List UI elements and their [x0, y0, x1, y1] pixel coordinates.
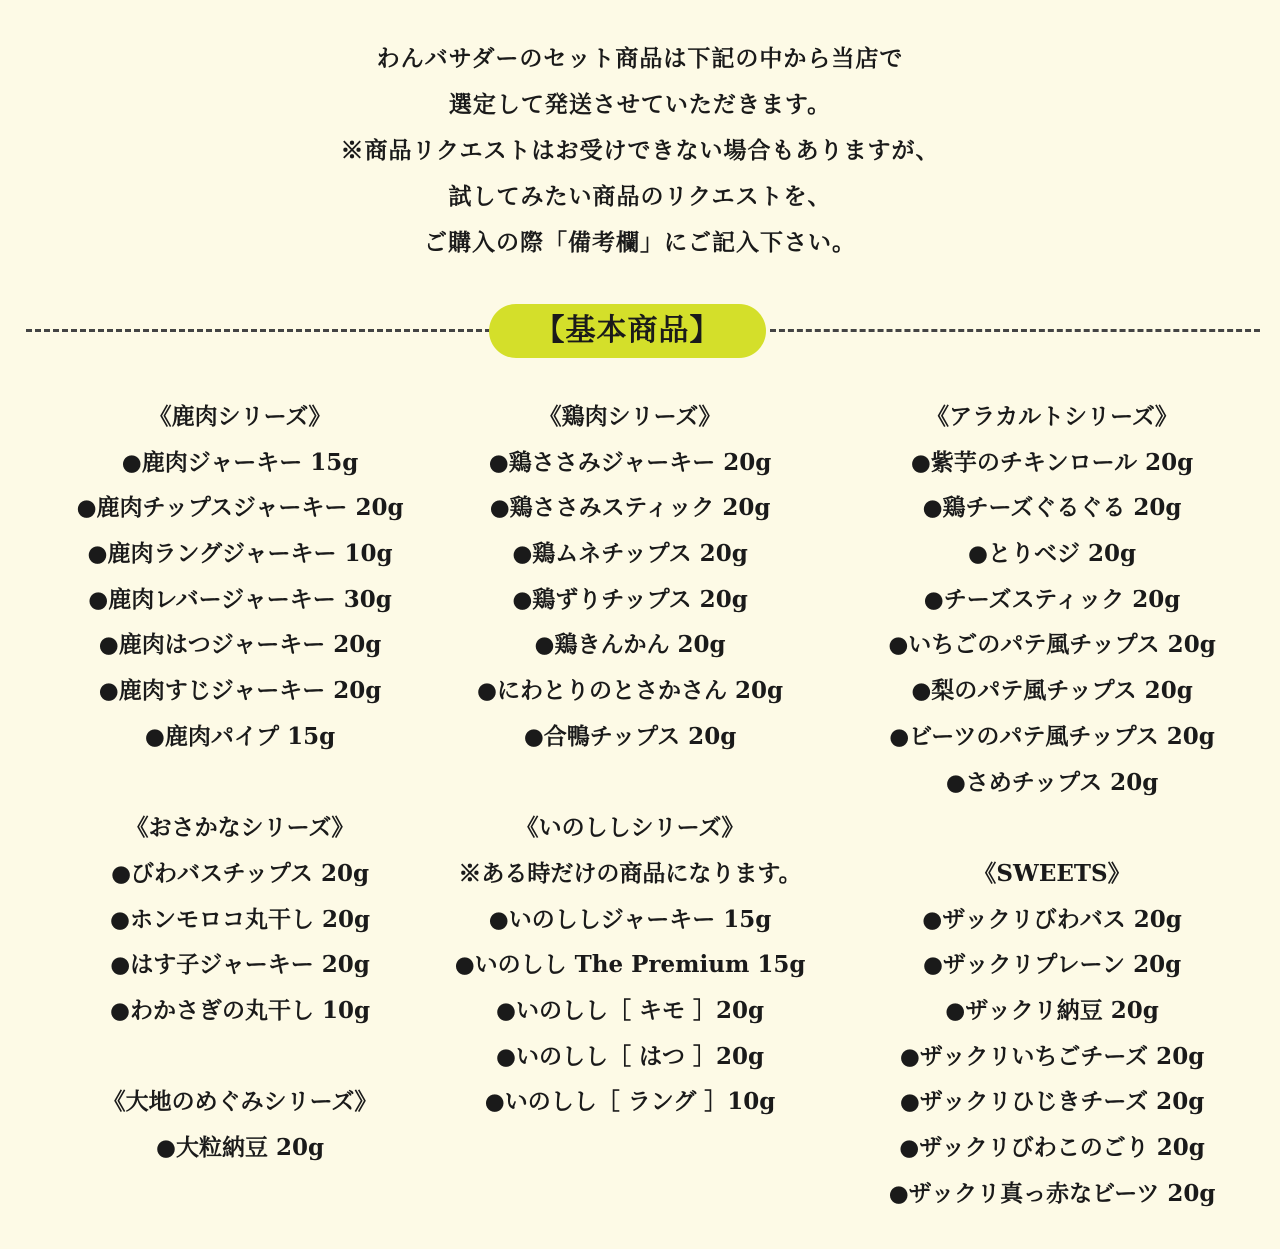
intro-line: 試してみたい商品のリクエストを、 — [448, 183, 832, 210]
product-item: ●梨のパテ風チップス 20g — [911, 677, 1193, 705]
product-item: ●鶏ずりチップス 20g — [512, 585, 748, 613]
product-item: ●びわバスチップス 20g — [110, 859, 370, 887]
product-item: ●にわとりのとさかさん 20g — [476, 677, 784, 705]
series-title-alacarte: 《アラカルトシリーズ》 — [926, 403, 1178, 430]
spacer — [40, 1034, 440, 1080]
product-item: ●鶏チーズぐるぐる 20g — [922, 494, 1182, 522]
spacer — [852, 805, 1252, 851]
product-item: ●鹿肉すじジャーキー 20g — [98, 677, 382, 705]
product-item: ●いのしし The Premium 15g — [454, 951, 806, 979]
product-item: ●いちごのパテ風チップス 20g — [888, 631, 1216, 659]
column-right — [852, 394, 1252, 1216]
product-item: ●さめチップス 20g — [945, 768, 1159, 796]
dashed-line-left — [26, 329, 491, 332]
intro-line: ご購入の際「備考欄」にご記入下さい。 — [424, 229, 856, 256]
section-divider — [0, 304, 1280, 358]
product-item: ●わかさぎの丸干し 10g — [109, 996, 371, 1024]
column-left — [40, 394, 440, 1171]
product-item: ●鶏ささみスティック 20g — [489, 494, 771, 522]
product-item: ●いのししジャーキー 15g — [488, 905, 772, 933]
series-title-venison: 《鹿肉シリーズ》 — [148, 403, 332, 430]
intro-line: ※商品リクエストはお受けできない場合もありますが、 — [340, 137, 940, 164]
product-item: ●鹿肉はつジャーキー 20g — [98, 631, 382, 659]
product-item: ●いのしし［ キモ ］20g — [495, 996, 765, 1024]
series-title-earth: 《大地のめぐみシリーズ》 — [102, 1088, 378, 1116]
series-title-boar: 《いのししシリーズ》 — [515, 814, 745, 842]
product-item: ●鹿肉チップスジャーキー 20g — [76, 494, 404, 522]
product-item: ●ザックリひじきチーズ 20g — [899, 1088, 1205, 1116]
product-item: ●紫芋のチキンロール 20g — [910, 448, 1194, 476]
series-title-sweets: 《SWEETS》 — [973, 859, 1131, 887]
product-item: ●ザックリびわこのごり 20g — [899, 1134, 1205, 1161]
product-item: ●ザックリプレーン 20g — [922, 951, 1182, 979]
intro-line: わんバサダーのセット商品は下記の中から当店で — [376, 45, 904, 72]
product-item: ●いのしし［ はつ ］20g — [495, 1042, 765, 1070]
product-item: ●鹿肉ラングジャーキー 10g — [87, 540, 393, 568]
product-item: ●鶏ささみジャーキー 20g — [488, 448, 772, 476]
product-item: ●いのしし［ ラング ］10g — [484, 1088, 776, 1116]
product-item: ●ザックリ納豆 20g — [945, 996, 1159, 1024]
spacer — [430, 760, 830, 806]
product-item: ●チーズスティック 20g — [923, 585, 1181, 613]
product-item: ●ザックリびわバス 20g — [922, 905, 1182, 933]
intro-text — [0, 36, 1280, 266]
product-item: ●はす子ジャーキー 20g — [110, 951, 370, 979]
product-item: ●鹿肉パイプ 15g — [144, 722, 336, 750]
intro-line: 選定して発送させていただきます。 — [448, 91, 832, 118]
product-item: ●ビーツのパテ風チップス 20g — [889, 722, 1215, 750]
dashed-line-right — [770, 329, 1260, 332]
product-item: ●大粒納豆 20g — [155, 1134, 325, 1161]
product-item: ●鹿肉ジャーキー 15g — [121, 448, 359, 476]
product-item: ●鶏きんかん 20g — [534, 631, 726, 659]
series-note: ※ある時だけの商品になります。 — [458, 859, 802, 887]
series-title-fish: 《おさかなシリーズ》 — [125, 814, 355, 842]
product-item: ●ホンモロコ丸干し 20g — [109, 905, 371, 933]
section-title: 【基本商品】 — [489, 304, 766, 358]
product-item: ●鶏ムネチップス 20g — [512, 540, 748, 568]
product-item: ●とりベジ 20g — [967, 540, 1137, 568]
product-item: ●ザックリ真っ赤なビーツ 20g — [888, 1179, 1216, 1207]
product-item: ●鹿肉レバージャーキー 30g — [88, 585, 392, 613]
series-title-chicken: 《鶏肉シリーズ》 — [538, 403, 722, 430]
product-item: ●合鴨チップス 20g — [523, 722, 737, 750]
product-item: ●ザックリいちごチーズ 20g — [899, 1042, 1205, 1070]
column-middle — [430, 394, 830, 1125]
spacer — [40, 760, 440, 806]
